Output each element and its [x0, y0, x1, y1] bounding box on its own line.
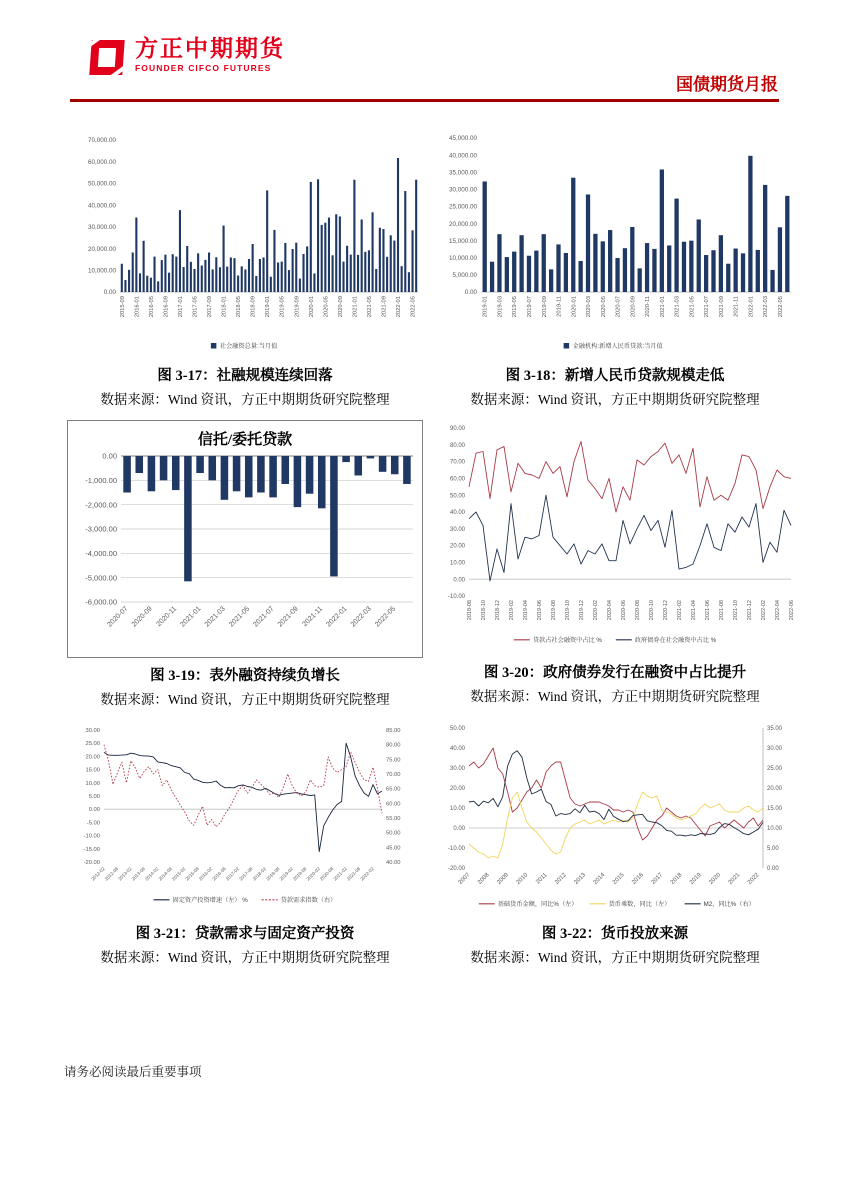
svg-text:40.00: 40.00 — [449, 746, 465, 753]
svg-text:2020-09: 2020-09 — [630, 296, 637, 318]
svg-text:社会融资总量:当月值: 社会融资总量:当月值 — [219, 343, 278, 350]
svg-text:2020-02: 2020-02 — [305, 866, 321, 882]
svg-text:2018-10: 2018-10 — [480, 600, 487, 621]
svg-text:40,000.00: 40,000.00 — [87, 202, 116, 210]
svg-text:2020-04: 2020-04 — [606, 600, 613, 621]
svg-text:2009: 2009 — [496, 872, 510, 886]
svg-text:2021-10: 2021-10 — [732, 600, 739, 621]
svg-text:2021-08: 2021-08 — [718, 600, 725, 621]
svg-text:2020-05: 2020-05 — [600, 296, 607, 318]
svg-text:-10.00: -10.00 — [83, 833, 100, 840]
svg-text:50,000.00: 50,000.00 — [87, 180, 116, 188]
founder-logo-icon — [86, 36, 126, 78]
svg-text:基础货币金额，同比%（左）: 基础货币金额，同比%（左） — [497, 901, 578, 908]
svg-text:2019-01: 2019-01 — [482, 296, 489, 318]
svg-text:50.00: 50.00 — [449, 726, 465, 733]
svg-text:2020-03: 2020-03 — [586, 296, 593, 318]
svg-text:5,000.00: 5,000.00 — [452, 272, 477, 280]
svg-text:-1,000.00: -1,000.00 — [85, 475, 117, 485]
svg-text:2021-02: 2021-02 — [676, 600, 683, 621]
svg-text:2014-08: 2014-08 — [157, 866, 173, 882]
svg-text:70.00: 70.00 — [386, 772, 401, 779]
svg-text:2021-06: 2021-06 — [704, 600, 711, 621]
figure-source: 数据来源：Wind 资讯，方正中期期货研究院整理 — [100, 692, 390, 707]
svg-text:2022-02: 2022-02 — [760, 600, 767, 621]
svg-text:2017-08: 2017-08 — [238, 866, 254, 882]
figure-source: 数据来源：Wind 资讯，方正中期期货研究院整理 — [470, 689, 760, 704]
svg-text:2019: 2019 — [689, 872, 703, 886]
svg-text:2017-05: 2017-05 — [192, 296, 199, 318]
figure-caption: 图 3-22：货币投放来源 — [541, 926, 689, 942]
svg-text:2020-07: 2020-07 — [106, 605, 130, 629]
svg-text:65.00: 65.00 — [386, 786, 401, 793]
svg-text:2018-01: 2018-01 — [221, 296, 228, 318]
svg-text:25.00: 25.00 — [767, 766, 783, 773]
svg-text:-20.00: -20.00 — [83, 860, 100, 867]
svg-text:60.00: 60.00 — [386, 801, 401, 808]
svg-text:2021: 2021 — [727, 872, 742, 886]
svg-text:2019-02: 2019-02 — [278, 866, 295, 882]
svg-text:2021-03: 2021-03 — [203, 605, 227, 629]
svg-text:2020-10: 2020-10 — [648, 600, 655, 621]
svg-text:2020-11: 2020-11 — [645, 296, 652, 317]
svg-text:90.00: 90.00 — [449, 426, 465, 433]
svg-text:0.00: 0.00 — [102, 451, 117, 461]
svg-text:2010: 2010 — [515, 872, 530, 886]
figure-social-financing — [62, 126, 428, 408]
charts-grid — [62, 126, 802, 966]
svg-text:70,000.00: 70,000.00 — [87, 137, 116, 145]
svg-text:2020: 2020 — [708, 872, 723, 886]
svg-text:2021-12: 2021-12 — [746, 600, 753, 621]
svg-text:-3,000.00: -3,000.00 — [85, 524, 117, 534]
svg-text:2019-06: 2019-06 — [536, 600, 543, 621]
chart-trust-loans-canvas — [67, 420, 423, 658]
svg-text:2019-09: 2019-09 — [294, 296, 301, 318]
svg-text:2020-07: 2020-07 — [615, 296, 622, 318]
svg-text:2021-11: 2021-11 — [301, 605, 325, 629]
svg-text:10.00: 10.00 — [449, 806, 465, 813]
svg-text:2019-11: 2019-11 — [556, 296, 563, 317]
svg-text:30,000.00: 30,000.00 — [448, 186, 477, 194]
svg-text:20.00: 20.00 — [85, 754, 100, 761]
svg-text:2022-01: 2022-01 — [748, 296, 755, 318]
svg-text:2020-05: 2020-05 — [323, 296, 330, 318]
svg-text:2020-09: 2020-09 — [130, 605, 154, 629]
svg-text:贷款占社会融资中占比 %: 贷款占社会融资中占比 % — [532, 637, 602, 644]
svg-text:-10.00: -10.00 — [447, 846, 465, 853]
svg-text:2019-05: 2019-05 — [512, 296, 519, 318]
svg-text:2022-03: 2022-03 — [763, 296, 770, 318]
svg-text:2021-07: 2021-07 — [252, 605, 276, 629]
svg-text:2022: 2022 — [746, 872, 761, 886]
svg-text:2017-02: 2017-02 — [224, 866, 241, 882]
svg-text:2018-05: 2018-05 — [236, 296, 243, 318]
svg-text:0.00: 0.00 — [767, 866, 779, 873]
figure-source: 数据来源：Wind 资讯，方正中期期货研究院整理 — [100, 392, 390, 407]
svg-text:2021-01: 2021-01 — [659, 296, 666, 318]
svg-text:2019-02: 2019-02 — [508, 600, 515, 621]
svg-text:2022-06: 2022-06 — [788, 600, 795, 621]
figure-money-sources — [428, 720, 802, 966]
svg-text:60,000.00: 60,000.00 — [87, 158, 116, 166]
svg-text:75.00: 75.00 — [386, 757, 401, 764]
figure-caption: 图 3-19：表外融资持续负增长 — [150, 668, 340, 684]
svg-text:2019-08: 2019-08 — [550, 600, 557, 621]
svg-text:2012: 2012 — [554, 872, 568, 886]
figure-caption: 图 3-20：政府债券发行在融资中占比提升 — [483, 665, 747, 681]
brand-subtitle: FOUNDER CIFCO FUTURES — [135, 63, 272, 74]
svg-text:60.00: 60.00 — [449, 476, 465, 483]
svg-text:50.00: 50.00 — [449, 493, 465, 500]
svg-text:2020-01: 2020-01 — [571, 296, 578, 318]
figure-new-loans — [428, 126, 802, 408]
svg-text:2018: 2018 — [669, 872, 684, 886]
svg-text:-10.00: -10.00 — [447, 594, 465, 601]
svg-text:2019-08: 2019-08 — [292, 866, 308, 882]
svg-text:2012-08: 2012-08 — [103, 866, 120, 882]
svg-text:2022-02: 2022-02 — [359, 866, 375, 882]
svg-text:2021-11: 2021-11 — [733, 296, 740, 317]
svg-text:固定资产投资增速（左） %: 固定资产投资增速（左） % — [172, 897, 248, 904]
svg-text:2022-04: 2022-04 — [774, 600, 781, 621]
svg-text:70.00: 70.00 — [449, 459, 465, 466]
svg-text:20.00: 20.00 — [449, 543, 465, 550]
svg-text:45.00: 45.00 — [386, 845, 401, 852]
figure-govbond-share — [428, 420, 802, 708]
svg-text:2022-05: 2022-05 — [410, 296, 417, 318]
figure-source: 数据来源：Wind 资讯，方正中期期货研究院整理 — [470, 392, 760, 407]
svg-text:80.00: 80.00 — [449, 442, 465, 449]
svg-text:信托/委托贷款: 信托/委托贷款 — [197, 432, 293, 448]
svg-text:2018-08: 2018-08 — [466, 600, 473, 621]
svg-text:15.00: 15.00 — [767, 806, 783, 813]
svg-text:2008: 2008 — [477, 872, 491, 886]
svg-text:80.00: 80.00 — [386, 742, 401, 749]
svg-text:-6,000.00: -6,000.00 — [85, 597, 117, 607]
svg-text:2016-02: 2016-02 — [197, 866, 214, 882]
svg-text:货币乘数，同比（左）: 货币乘数，同比（左） — [608, 901, 671, 908]
svg-text:30.00: 30.00 — [449, 526, 465, 533]
svg-text:2020-01: 2020-01 — [308, 296, 315, 318]
svg-text:2016-05: 2016-05 — [148, 296, 155, 318]
svg-text:20.00: 20.00 — [449, 786, 465, 793]
svg-text:25.00: 25.00 — [85, 741, 100, 748]
svg-text:2011: 2011 — [535, 872, 549, 886]
chart-social-financing-canvas — [64, 126, 426, 358]
svg-text:2020-08: 2020-08 — [634, 600, 641, 621]
svg-text:2020-02: 2020-02 — [592, 600, 599, 621]
figure-source: 数据来源：Wind 资讯，方正中期期货研究院整理 — [470, 950, 760, 965]
svg-text:金融机构:新增人民币贷款:当月值: 金融机构:新增人民币贷款:当月值 — [572, 343, 663, 350]
svg-text:35.00: 35.00 — [767, 726, 783, 733]
svg-text:2013-02: 2013-02 — [117, 866, 133, 882]
svg-text:2019-05: 2019-05 — [279, 296, 286, 318]
svg-text:5.00: 5.00 — [88, 794, 100, 801]
svg-text:10.00: 10.00 — [449, 560, 465, 567]
svg-text:5.00: 5.00 — [767, 846, 779, 853]
svg-text:10,000.00: 10,000.00 — [448, 254, 477, 262]
svg-text:2021-02: 2021-02 — [332, 866, 348, 882]
svg-text:2017-01: 2017-01 — [177, 296, 184, 318]
svg-text:2016-08: 2016-08 — [211, 866, 227, 882]
svg-text:-2,000.00: -2,000.00 — [85, 500, 117, 510]
svg-text:50.00: 50.00 — [386, 830, 401, 837]
svg-text:0.00: 0.00 — [453, 577, 465, 584]
brand-logo — [86, 36, 285, 78]
header-divider — [70, 99, 779, 102]
svg-text:2022-01: 2022-01 — [325, 605, 349, 629]
report-title: 国债期货月报 — [676, 75, 778, 94]
svg-text:30.00: 30.00 — [449, 766, 465, 773]
svg-text:2021-04: 2021-04 — [690, 600, 697, 621]
svg-text:2021-05: 2021-05 — [689, 296, 696, 318]
svg-text:2021-05: 2021-05 — [228, 605, 252, 629]
brand-text — [135, 36, 285, 73]
svg-text:2013-08: 2013-08 — [130, 866, 147, 882]
svg-text:30.00: 30.00 — [85, 728, 100, 735]
svg-text:M2，同比%（右）: M2，同比%（右） — [703, 901, 755, 908]
svg-text:政府债券在社会融资中占比 %: 政府债券在社会融资中占比 % — [634, 637, 717, 644]
svg-text:2019-04: 2019-04 — [522, 600, 529, 621]
svg-text:2015: 2015 — [611, 872, 626, 886]
svg-text:2014-02: 2014-02 — [144, 866, 160, 882]
chart-loan-demand-canvas — [64, 720, 426, 916]
svg-text:-15.00: -15.00 — [83, 846, 100, 853]
svg-text:2020-08: 2020-08 — [318, 866, 335, 882]
svg-text:2019-03: 2019-03 — [497, 296, 504, 318]
brand-title: 方正中期期货 — [135, 35, 285, 61]
svg-text:2019-01: 2019-01 — [265, 296, 272, 318]
svg-text:0.00: 0.00 — [464, 289, 477, 297]
svg-text:2022-05: 2022-05 — [374, 605, 398, 629]
chart-govbond-share-canvas — [431, 420, 799, 655]
svg-text:-4,000.00: -4,000.00 — [85, 548, 117, 558]
svg-text:20.00: 20.00 — [767, 786, 783, 793]
svg-text:2018-12: 2018-12 — [494, 600, 501, 621]
svg-text:0.00: 0.00 — [88, 807, 100, 814]
figure-caption: 图 3-17：社融规模连续回落 — [157, 368, 333, 384]
svg-text:2016-09: 2016-09 — [163, 296, 170, 318]
svg-text:40.00: 40.00 — [386, 860, 401, 867]
svg-text:10.00: 10.00 — [767, 826, 783, 833]
svg-text:2012-02: 2012-02 — [90, 866, 106, 882]
svg-text:2021-01: 2021-01 — [352, 296, 359, 318]
svg-text:10.00: 10.00 — [85, 780, 100, 787]
svg-text:2015-09: 2015-09 — [119, 296, 126, 318]
svg-text:2019-07: 2019-07 — [527, 296, 534, 318]
page-footer — [64, 1062, 202, 1080]
svg-text:2020-12: 2020-12 — [662, 600, 669, 621]
svg-text:2021-07: 2021-07 — [704, 296, 711, 318]
svg-text:2022-05: 2022-05 — [777, 296, 784, 318]
svg-text:2021-05: 2021-05 — [366, 296, 373, 318]
svg-text:30,000.00: 30,000.00 — [87, 224, 116, 232]
svg-text:25,000.00: 25,000.00 — [448, 203, 477, 211]
footer-note: 请务必阅读最后重要事项 — [64, 1065, 202, 1079]
svg-text:2015-02: 2015-02 — [170, 866, 187, 882]
svg-text:85.00: 85.00 — [386, 728, 401, 735]
svg-text:55.00: 55.00 — [386, 816, 401, 823]
figure-caption: 图 3-18：新增人民币贷款规模走低 — [505, 368, 725, 384]
svg-text:35,000.00: 35,000.00 — [448, 169, 477, 177]
svg-text:15,000.00: 15,000.00 — [448, 237, 477, 245]
svg-text:0.00: 0.00 — [453, 826, 465, 833]
figure-caption: 图 3-21：贷款需求与固定资产投资 — [135, 926, 355, 942]
svg-text:2015-08: 2015-08 — [184, 866, 200, 882]
svg-text:10,000.00: 10,000.00 — [87, 267, 116, 275]
figure-offbalance-financing — [62, 420, 428, 708]
svg-text:20,000.00: 20,000.00 — [448, 220, 477, 228]
chart-money-sources-canvas — [431, 720, 799, 916]
svg-text:2020-11: 2020-11 — [155, 605, 179, 629]
svg-text:0.00: 0.00 — [103, 289, 116, 297]
svg-text:2022-01: 2022-01 — [396, 296, 403, 318]
svg-text:2013: 2013 — [573, 872, 588, 886]
svg-text:2021-09: 2021-09 — [381, 296, 388, 318]
svg-text:2019-09: 2019-09 — [541, 296, 548, 318]
chart-new-loans-canvas — [431, 126, 799, 358]
svg-text:2020-09: 2020-09 — [337, 296, 344, 318]
svg-text:2018-08: 2018-08 — [265, 866, 281, 882]
svg-text:15.00: 15.00 — [85, 767, 100, 774]
svg-text:-5,000.00: -5,000.00 — [85, 573, 117, 583]
svg-text:2021-08: 2021-08 — [345, 866, 362, 882]
svg-text:2022-03: 2022-03 — [349, 605, 373, 629]
svg-text:2021-09: 2021-09 — [276, 605, 300, 629]
svg-text:20,000.00: 20,000.00 — [87, 245, 116, 253]
svg-text:-20.00: -20.00 — [447, 866, 465, 873]
svg-text:2021-01: 2021-01 — [179, 605, 203, 629]
svg-text:贷款需求指数（右）: 贷款需求指数（右） — [280, 897, 337, 904]
svg-text:2016-01: 2016-01 — [134, 296, 141, 318]
svg-text:2014: 2014 — [592, 872, 607, 886]
svg-text:2017: 2017 — [650, 872, 665, 886]
svg-text:30.00: 30.00 — [767, 746, 783, 753]
svg-text:2007: 2007 — [457, 872, 472, 886]
figure-source: 数据来源：Wind 资讯，方正中期期货研究院整理 — [100, 950, 390, 965]
svg-text:2018-02: 2018-02 — [251, 866, 268, 882]
svg-text:2017-09: 2017-09 — [207, 296, 214, 318]
svg-text:2016: 2016 — [631, 872, 645, 886]
svg-text:-5.00: -5.00 — [86, 820, 100, 827]
svg-text:2020-06: 2020-06 — [620, 600, 627, 621]
svg-text:2019-10: 2019-10 — [564, 600, 571, 621]
svg-text:2021-03: 2021-03 — [674, 296, 681, 318]
svg-text:2018-09: 2018-09 — [250, 296, 257, 318]
svg-text:2021-09: 2021-09 — [718, 296, 725, 318]
svg-text:45,000.00: 45,000.00 — [448, 135, 477, 143]
svg-text:40.00: 40.00 — [449, 510, 465, 517]
figure-loan-demand-fai — [62, 720, 428, 966]
svg-text:40,000.00: 40,000.00 — [448, 152, 477, 160]
svg-text:2019-12: 2019-12 — [578, 600, 585, 621]
